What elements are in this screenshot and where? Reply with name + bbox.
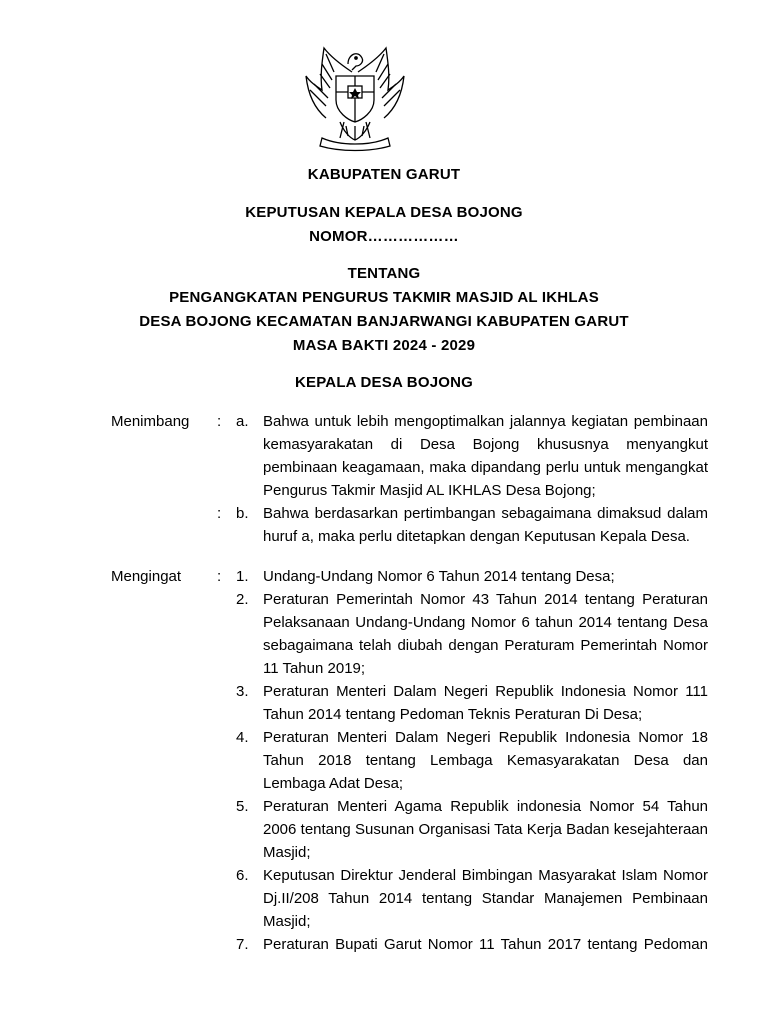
mengingat-item-2: Peraturan Pemerintah Nomor 43 Tahun 2014 tentang Peraturan Pelaksanaan Undang-Undang Nomor 6 tahun 2014 tentang Desa sebagaimana telah diubah dengan Peraturam Pemerintah Nomor 11 Tahun 2019; [263,591,708,677]
menimbang-colon: : [217,413,222,430]
mengingat-item-4: Peraturan Menteri Dalam Negeri Republik Indonesia Nomor 18 Tahun 2018 tentang Lembaga Kemasyarakatan Desa dan Lembaga Adat Desa; [263,729,708,792]
mengingat-marker-7: 7. [236,936,249,953]
decree-title: KEPUTUSAN KEPALA DESA BOJONG [245,204,523,221]
about-heading: TENTANG [347,265,421,282]
mengingat-item-3: Peraturan Menteri Dalam Negeri Republik Indonesia Nomor 111 Tahun 2014 tentang Pedoman Teknis Peraturan Di Desa; [263,683,708,723]
menimbang-colon-b: : [217,505,222,522]
mengingat-marker-4: 4. [236,729,249,746]
mengingat-marker-3: 3. [236,683,249,700]
mengingat-marker-2: 2. [236,591,249,608]
issuer-heading: KEPALA DESA BOJONG [294,374,474,391]
menimbang-item-a: Bahwa untuk lebih mengoptimalkan jalannya kegiatan pembinaan kemasyarakatan di Desa Bojong khususnya menyangkut pembinaan keagamaan, maka dipandang perlu untuk mengangkat Pengurus Takmir Masjid AL IKHLAS Desa Bojong; [263,413,708,499]
menimbang-marker-a: a. [236,413,249,430]
subject-line-3: MASA BAKTI 2024 - 2029 [292,337,476,354]
mengingat-marker-1: 1. [236,568,249,585]
mengingat-label: Mengingat [111,568,182,585]
regency-title: KABUPATEN GARUT [307,166,461,183]
mengingat-item-1: Undang-Undang Nomor 6 Tahun 2014 tentang Desa; [263,568,615,585]
mengingat-item-7: Peraturan Bupati Garut Nomor 11 Tahun 2017 tentang Pedoman [263,936,708,953]
menimbang-label: Menimbang [111,413,190,430]
menimbang-item-b: Bahwa berdasarkan pertimbangan sebagaimana dimaksud dalam huruf a, maka perlu ditetapkan dengan Keputusan Kepala Desa. [263,505,708,545]
mengingat-item-5: Peraturan Menteri Agama Republik indonesia Nomor 54 Tahun 2006 tentang Susunan Organisasi Tata Kerja Badan kesejahteraan Masjid; [263,798,708,861]
mengingat-item-6: Keputusan Direktur Jenderal Bimbingan Masyarakat Islam Nomor Dj.II/208 Tahun 2014 tentang Standar Manajemen Pembinaan Masjid; [263,867,708,930]
menimbang-marker-b: b. [236,505,249,522]
subject-line-1: PENGANGKATAN PENGURUS TAKMIR MASJID AL IKHLAS [169,289,599,306]
decree-number: NOMOR……………… [309,228,459,245]
garuda-pancasila-emblem-icon [300,42,410,152]
mengingat-marker-6: 6. [236,867,249,884]
subject-line-2: DESA BOJONG KECAMATAN BANJARWANGI KABUPATEN GARUT [139,313,629,330]
mengingat-colon: : [217,568,222,585]
mengingat-marker-5: 5. [236,798,249,815]
